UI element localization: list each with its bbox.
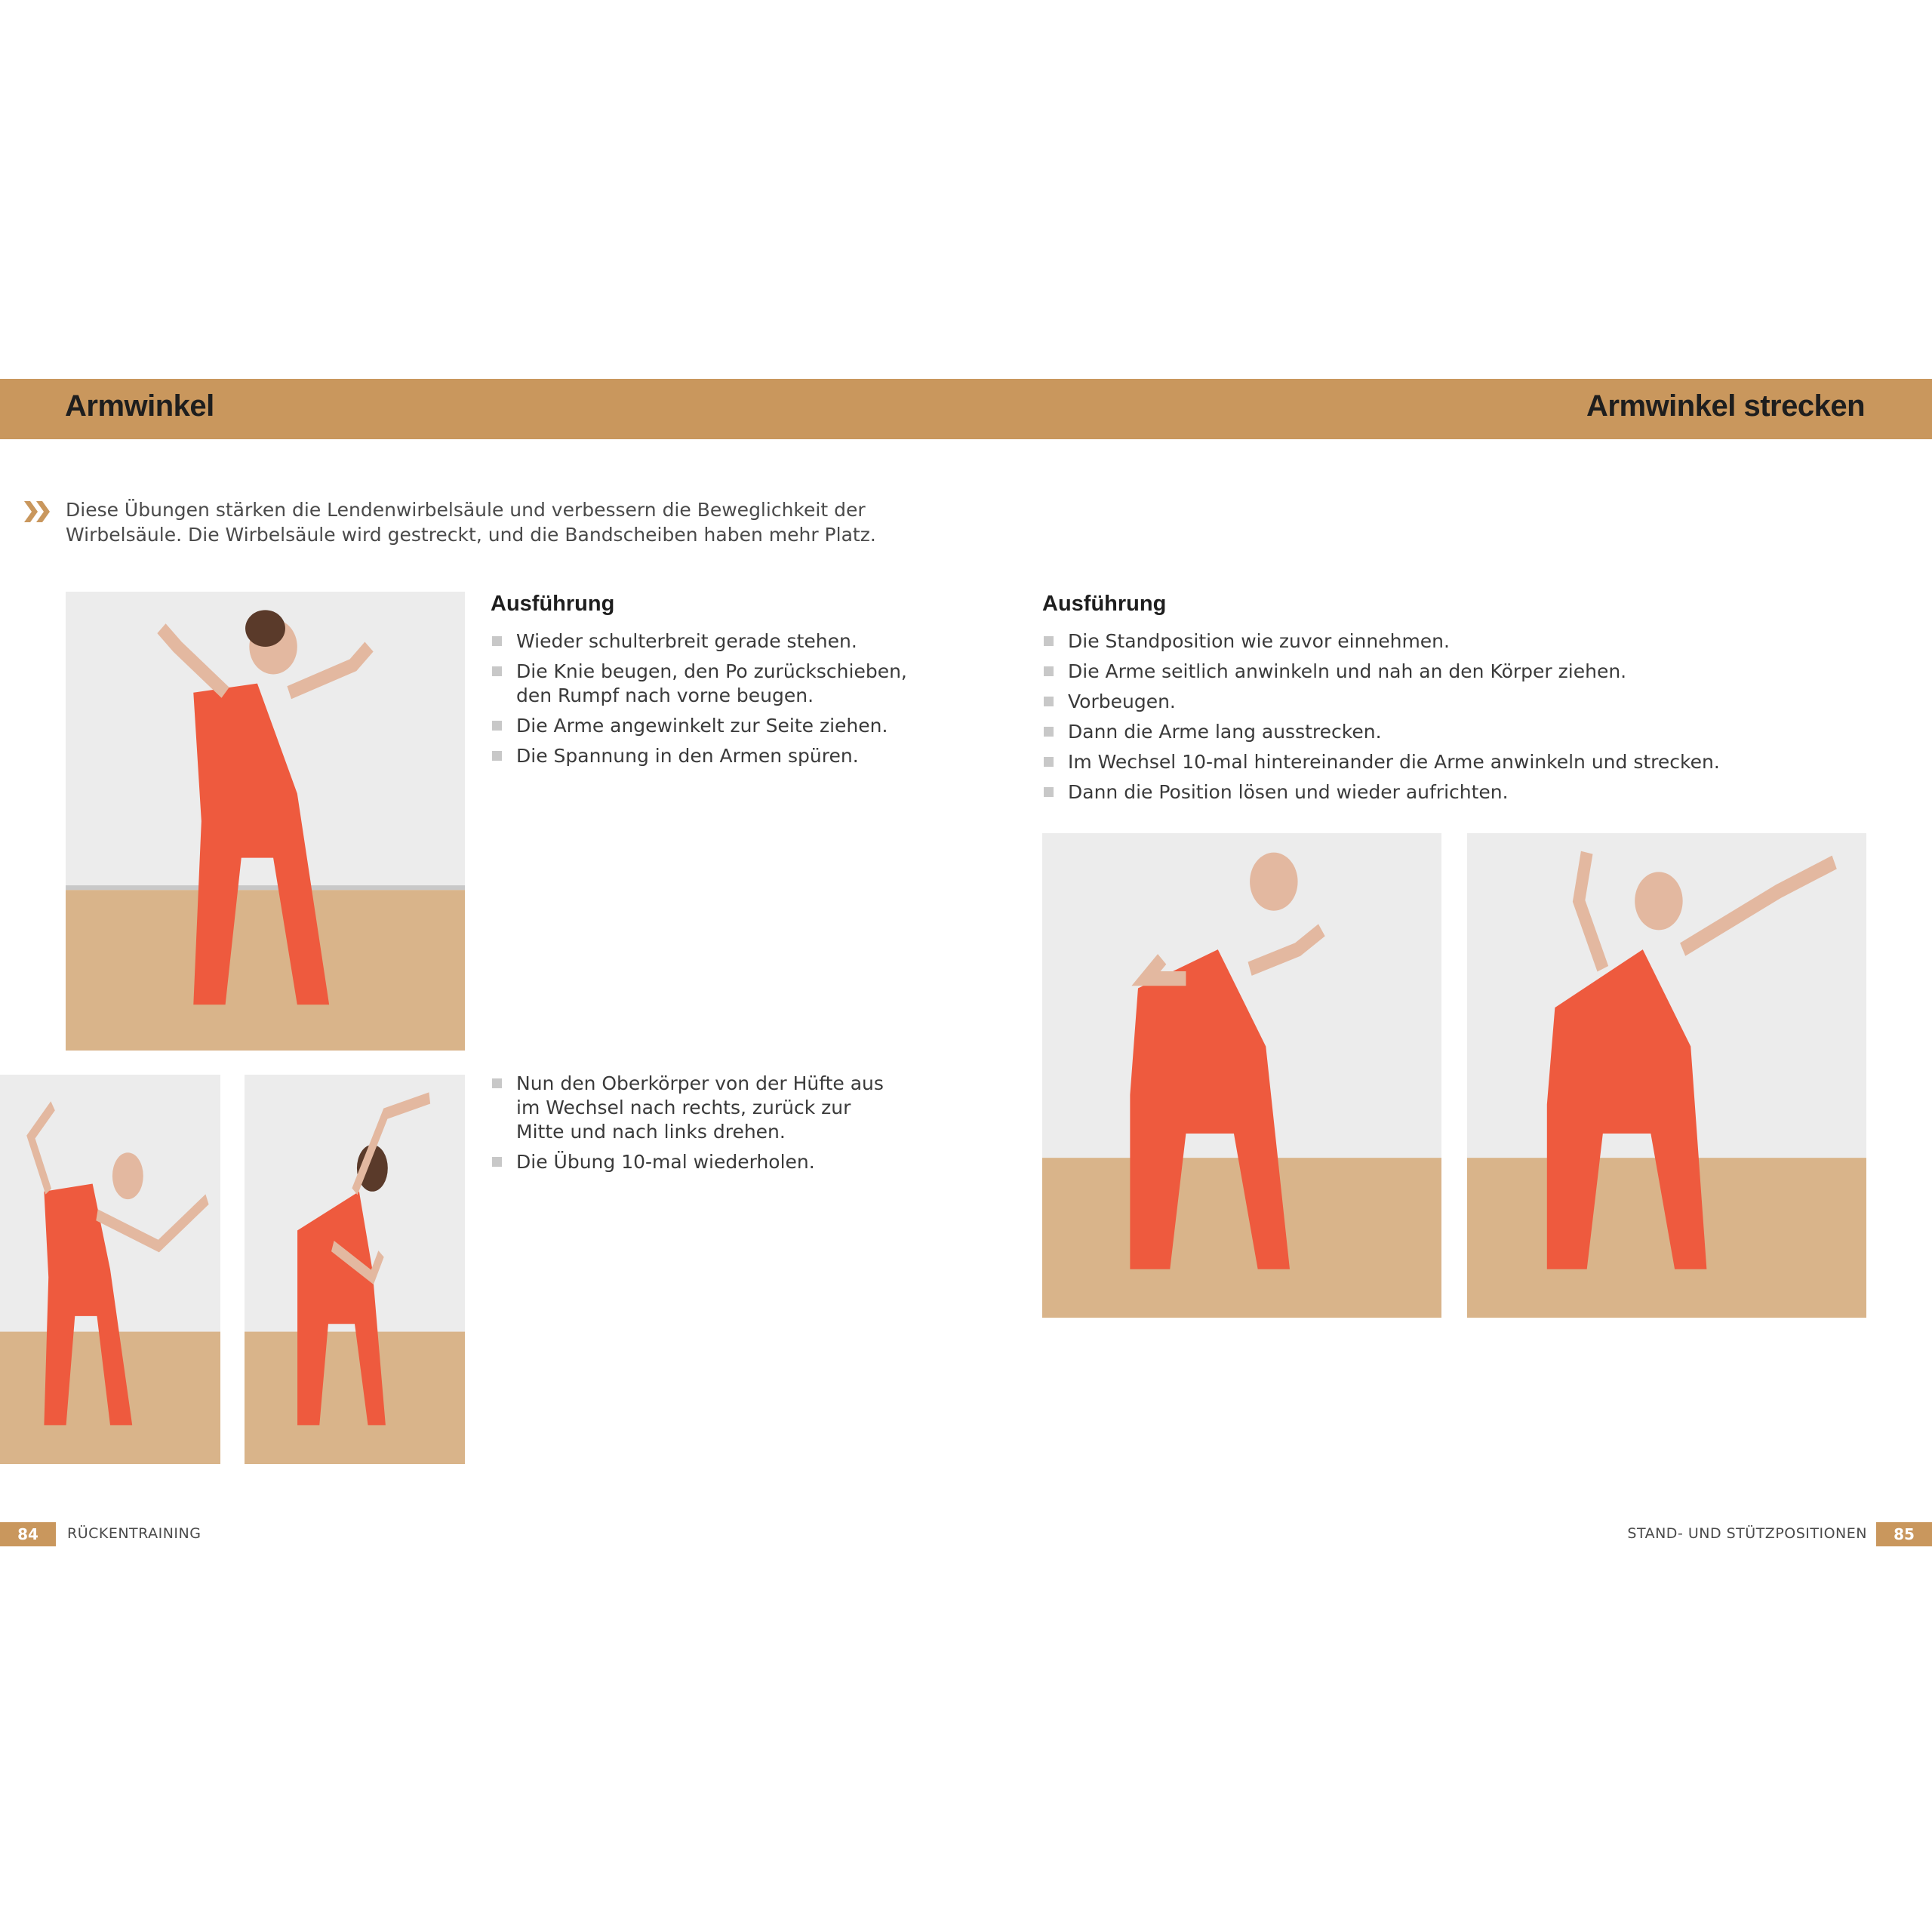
list-item: Nun den Oberkörper von der Hüfte aus im Wechsel nach rechts, zurück zur Mitte und nach links drehen.	[491, 1072, 898, 1144]
exercise-photo-twist-right	[0, 1075, 220, 1464]
list-item: Vorbeugen.	[1042, 690, 1872, 714]
left-page-number: 84	[0, 1522, 56, 1546]
list-item: Die Arme angewinkelt zur Seite ziehen.	[491, 714, 913, 738]
list-item: Die Übung 10-mal wiederholen.	[491, 1150, 898, 1174]
exercise-photo-arms-extended	[1467, 833, 1866, 1318]
right-section-heading: Ausführung	[1042, 592, 1167, 616]
exercise-photo-bent-arms	[66, 592, 465, 1051]
list-item: Die Knie beugen, den Po zurückschieben, den Rumpf nach vorne beugen.	[491, 660, 913, 708]
list-item: Die Spannung in den Armen spüren.	[491, 744, 913, 768]
exercise-photo-twist-left	[245, 1075, 465, 1464]
left-steps-list-2	[491, 1072, 898, 1180]
left-running-footer: RÜCKENTRAINING	[67, 1525, 202, 1542]
list-item: Die Arme seitlich anwinkeln und nah an den Körper ziehen.	[1042, 660, 1872, 684]
right-page-number: 85	[1876, 1522, 1932, 1546]
list-item: Die Standposition wie zuvor einnehmen.	[1042, 629, 1872, 654]
intro-text: Diese Übungen stärken die Lendenwirbelsäule und verbessern die Beweglichkeit der Wirbelsäule. Die Wirbelsäule wird gestreckt, und die Bandscheiben haben mehr Platz.	[66, 499, 876, 546]
right-page-title: Armwinkel strecken	[1586, 389, 1865, 423]
double-chevron-icon	[23, 500, 53, 524]
list-item: Dann die Arme lang ausstrecken.	[1042, 720, 1872, 744]
left-section-heading: Ausführung	[491, 592, 615, 616]
right-running-footer: STAND- UND STÜTZPOSITIONEN	[1627, 1525, 1867, 1542]
left-page-title: Armwinkel	[65, 389, 214, 423]
list-item: Im Wechsel 10-mal hintereinander die Arme anwinkeln und strecken.	[1042, 750, 1872, 774]
right-steps-list	[1042, 629, 1872, 811]
exercise-photo-arms-bent	[1042, 833, 1441, 1318]
list-item: Wieder schulterbreit gerade stehen.	[491, 629, 913, 654]
left-steps-list	[491, 629, 913, 774]
list-item: Dann die Position lösen und wieder aufrichten.	[1042, 780, 1872, 804]
